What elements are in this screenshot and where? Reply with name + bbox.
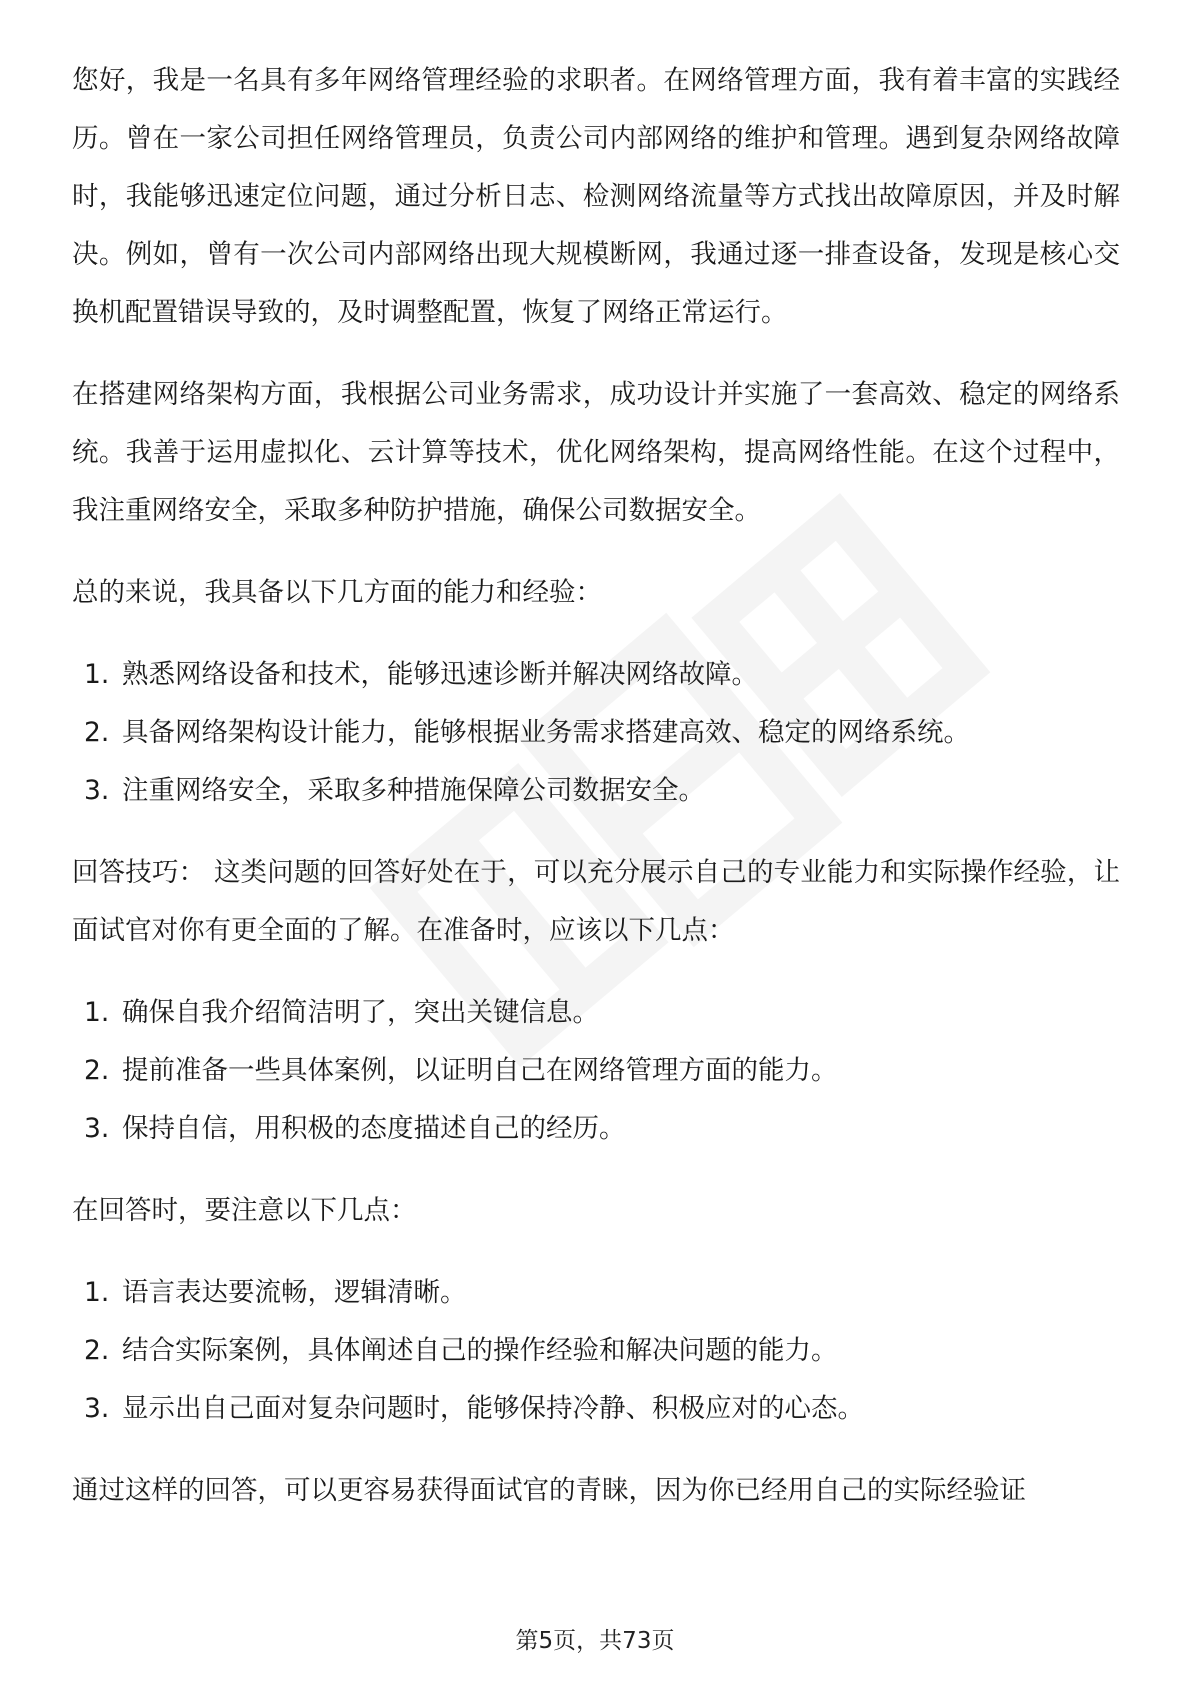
list-text: 显示出自己面对复杂问题时，能够保持冷静、积极应对的心态。 bbox=[122, 1393, 864, 1424]
list-item bbox=[72, 1264, 1120, 1322]
list-number: 3. bbox=[84, 775, 110, 806]
list-number: 2. bbox=[84, 1335, 110, 1366]
list-text: 结合实际案例，具体阐述自己的操作经验和解决问题的能力。 bbox=[122, 1335, 838, 1366]
preparation-list bbox=[72, 984, 1120, 1158]
list-text: 确保自我介绍简洁明了，突出关键信息。 bbox=[122, 997, 599, 1028]
list-item bbox=[72, 646, 1120, 704]
list-text: 注重网络安全，采取多种措施保障公司数据安全。 bbox=[122, 775, 705, 806]
list-item bbox=[72, 1380, 1120, 1438]
list-item bbox=[72, 704, 1120, 762]
paragraph-architecture: 在搭建网络架构方面，我根据公司业务需求，成功设计并实施了一套高效、稳定的网络系统。我善于运用虚拟化、云计算等技术，优化网络架构，提高网络性能。在这个过程中，我注重网络安全，采取多种防护措施，确保公司数据安全。 bbox=[72, 379, 1120, 526]
paragraph-tips: 回答技巧： 这类问题的回答好处在于，可以充分展示自己的专业能力和实际操作经验，让面试官对你有更全面的了解。在准备时，应该以下几点： bbox=[72, 857, 1120, 946]
list-number: 1. bbox=[84, 659, 110, 690]
list-text: 提前准备一些具体案例，以证明自己在网络管理方面的能力。 bbox=[122, 1055, 838, 1086]
list-item bbox=[72, 1042, 1120, 1100]
list-text: 熟悉网络设备和技术，能够迅速诊断并解决网络故障。 bbox=[122, 659, 758, 690]
list-text: 具备网络架构设计能力，能够根据业务需求搭建高效、稳定的网络系统。 bbox=[122, 717, 970, 748]
list-item bbox=[72, 984, 1120, 1042]
answering-list bbox=[72, 1264, 1120, 1438]
paragraph-intro: 您好，我是一名具有多年网络管理经验的求职者。在网络管理方面，我有着丰富的实践经历。曾在一家公司担任网络管理员，负责公司内部网络的维护和管理。遇到复杂网络故障时，我能够迅速定位问题，通过分析日志、检测网络流量等方式找出故障原因，并及时解决。例如，曾有一次公司内部网络出现大规模断网，我通过逐一排查设备，发现是核心交换机配置错误导致的，及时调整配置，恢复了网络正常运行。 bbox=[72, 65, 1120, 328]
list-text: 保持自信，用积极的态度描述自己的经历。 bbox=[122, 1113, 626, 1144]
list-item bbox=[72, 762, 1120, 820]
list-text: 语言表达要流畅，逻辑清晰。 bbox=[122, 1277, 467, 1308]
paragraph-closing: 通过这样的回答，可以更容易获得面试官的青睐，因为你已经用自己的实际经验证 bbox=[72, 1475, 1026, 1506]
paragraph-summary-intro: 总的来说，我具备以下几方面的能力和经验： bbox=[72, 577, 602, 608]
list-number: 2. bbox=[84, 1055, 110, 1086]
list-number: 2. bbox=[84, 717, 110, 748]
list-item bbox=[72, 1322, 1120, 1380]
page-number-footer: 第5页，共73页 bbox=[515, 1628, 675, 1654]
list-number: 1. bbox=[84, 1277, 110, 1308]
list-number: 3. bbox=[84, 1393, 110, 1424]
list-item bbox=[72, 1100, 1120, 1158]
abilities-list bbox=[72, 646, 1120, 820]
list-number: 1. bbox=[84, 997, 110, 1028]
list-number: 3. bbox=[84, 1113, 110, 1144]
document-body bbox=[72, 52, 1120, 1544]
paragraph-answer-intro: 在回答时，要注意以下几点： bbox=[72, 1195, 417, 1226]
